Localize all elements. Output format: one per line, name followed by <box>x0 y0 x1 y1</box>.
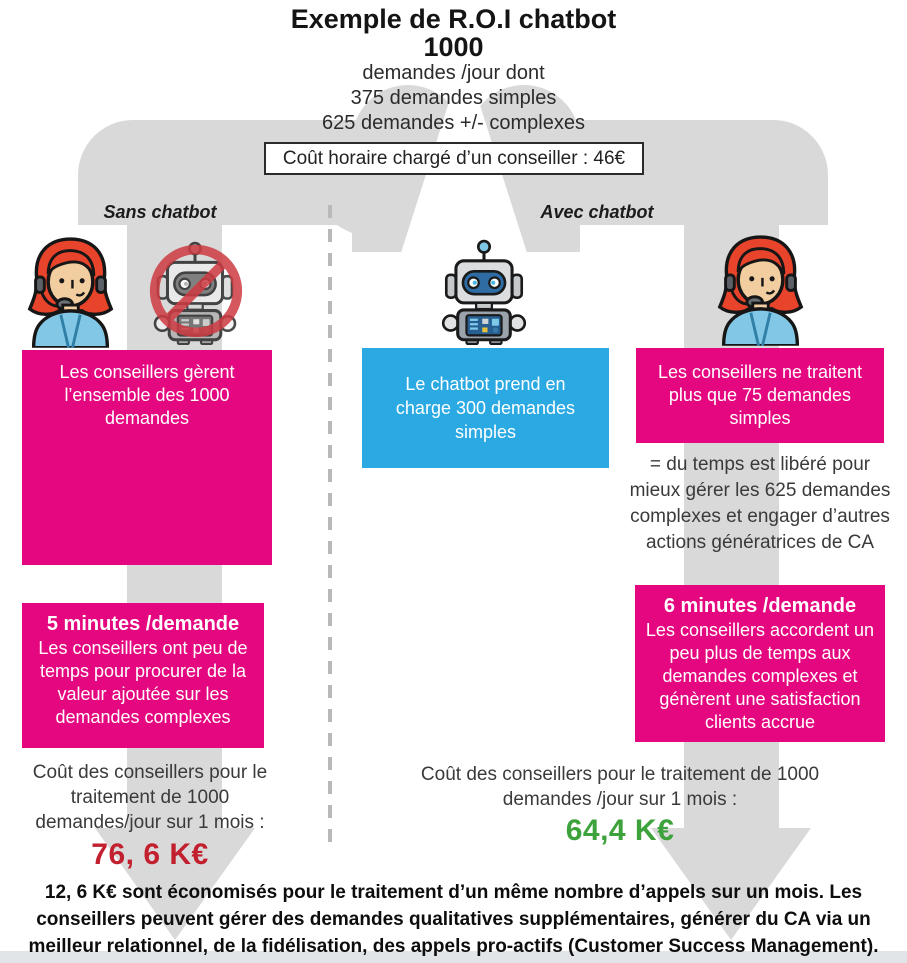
chatbot-icon <box>440 238 528 345</box>
call-center-agent-icon <box>712 231 809 346</box>
column-divider-dashed-line <box>328 205 332 850</box>
left-box-all-demands-text: Les conseillers gèrent l’ensemble des 1000 demandes <box>59 362 235 428</box>
chatbot-box <box>362 348 609 468</box>
subtitle-line-3: 625 demandes +/- complexes <box>322 112 585 134</box>
right-cost-value: 64,4 K€ <box>565 814 675 847</box>
right-box-simple-demands <box>636 348 884 443</box>
call-center-agent-icon <box>22 233 119 348</box>
hourly-cost-note: Coût horaire chargé d’un conseiller : 46€ <box>264 142 644 175</box>
left-cost-value: 76, 6 K€ <box>91 838 209 871</box>
freed-time-note: = du temps est libéré pour mieux gérer les 625 demandes complexes et engager d’autres actions génératrices de CA <box>629 454 891 553</box>
right-minutes-title: 6 minutes /demande <box>663 595 857 617</box>
page-title: Exemple de R.O.I chatbot <box>290 4 617 34</box>
column-label-sans-chatbot: Sans chatbot <box>103 202 217 222</box>
right-box-minutes <box>635 585 885 742</box>
left-minutes-title: 5 minutes /demande <box>46 613 240 635</box>
subtitle-line-2: 375 demandes simples <box>350 87 557 109</box>
subtitle-line-1: demandes /jour dont <box>362 62 545 84</box>
right-cost-label: Coût des conseillers pour le traitement de 1000 demandes /jour sur 1 mois : <box>420 764 820 810</box>
left-box-all-demands <box>22 350 272 565</box>
left-cost-label: Coût des conseillers pour le traitement de 1000 demandes/jour sur 1 mois : <box>32 762 268 833</box>
left-box-minutes <box>22 603 264 748</box>
subtitle <box>0 61 907 136</box>
chatbot-box-text: Le chatbot prend en charge 300 demandes simples <box>395 374 576 442</box>
column-label-avec-chatbot: Avec chatbot <box>540 202 654 222</box>
title-volume: 1000 <box>423 32 484 62</box>
right-box-simple-demands-text: Les conseillers ne traitent plus que 75 demandes simples <box>657 362 863 428</box>
conclusion-text: 12, 6 K€ sont économisés pour le traitement d’un même nombre d’appels sur un mois. Les conseillers peuvent gérer des demandes qualitatives supplémentaires, générer du CA via un meilleur relationnel, de la fidélisation, des appels pro-actifs (Customer Success Management). <box>28 882 879 957</box>
prohibition-icon <box>143 238 249 344</box>
left-minutes-body: Les conseillers ont peu de temps pour procurer de la valeur ajoutée sur les demandes complexes <box>38 638 248 727</box>
right-minutes-body: Les conseillers accordent un peu plus de temps aux demandes complexes et génèrent une satisfaction clients accrue <box>645 620 875 732</box>
